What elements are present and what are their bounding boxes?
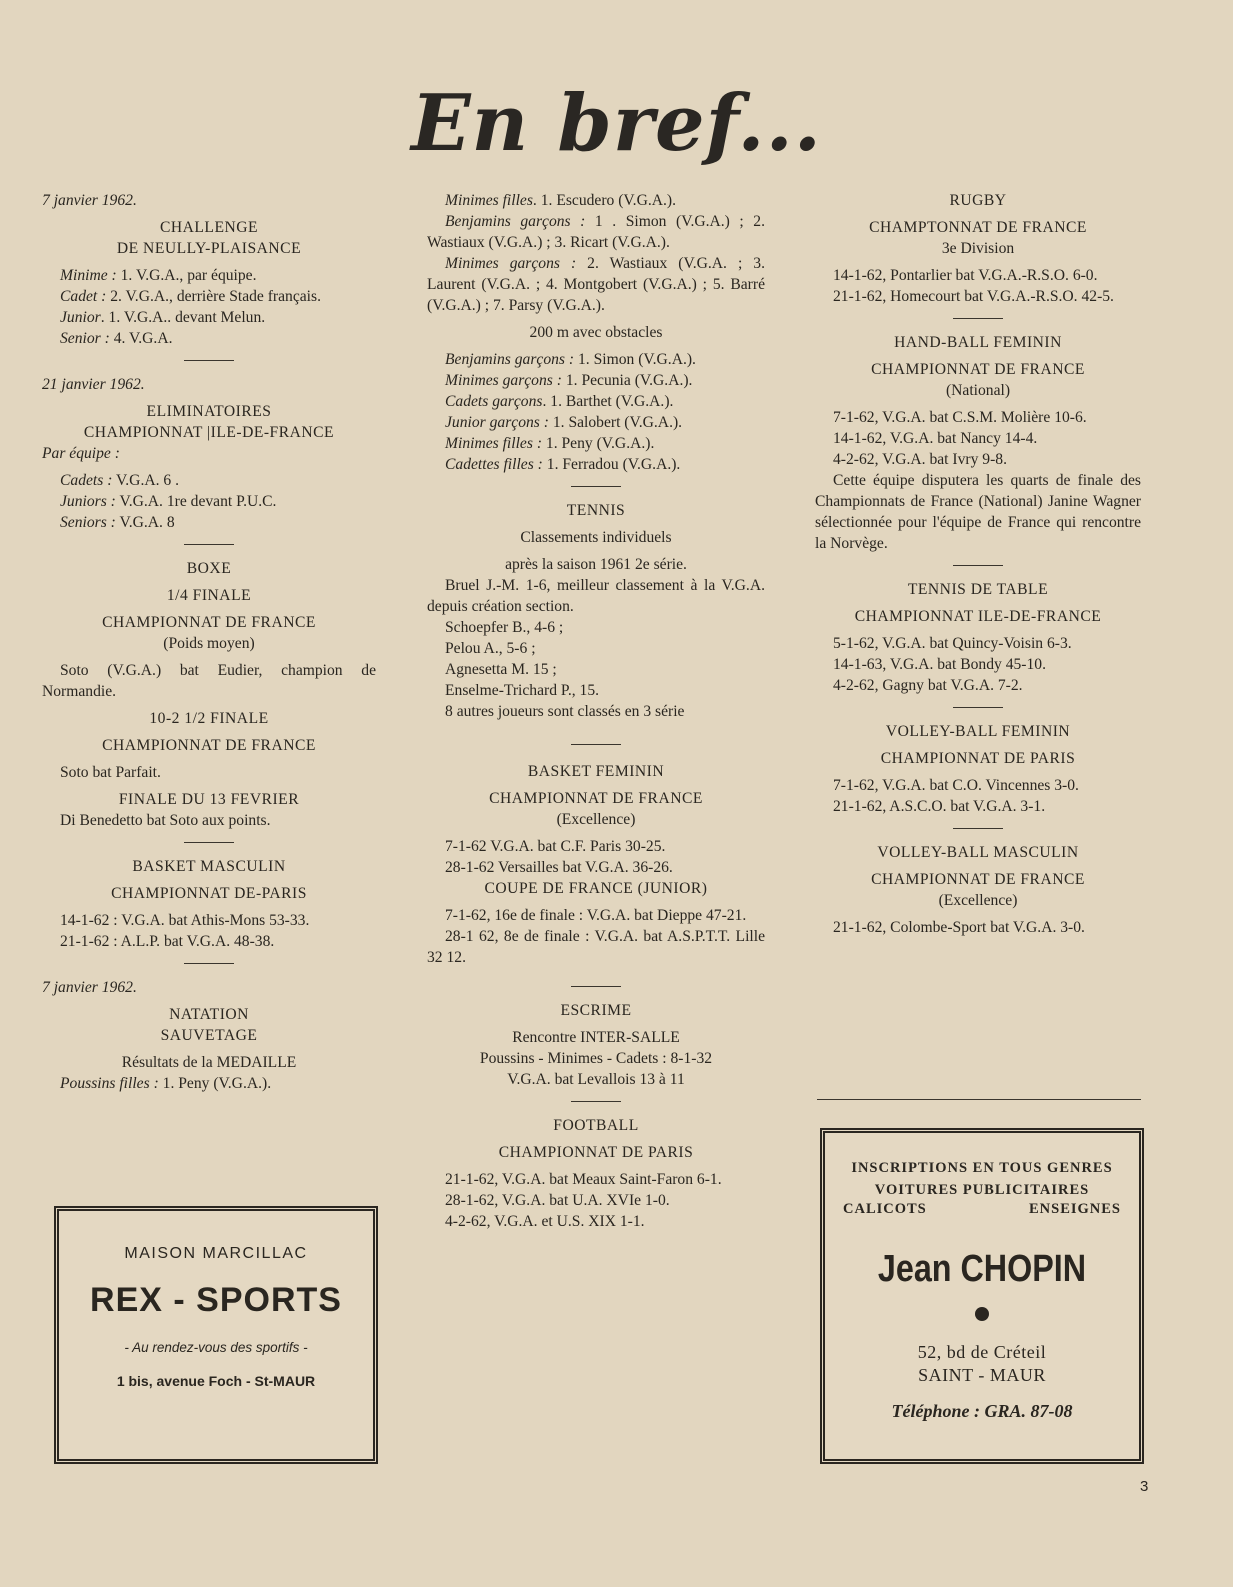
result-paragraph: 8 autres joueurs sont classés en 3 série — [445, 703, 685, 720]
category: Minime : — [60, 267, 117, 284]
result: 2. Wastiaux (V.G.A. ; 3. Laurent (V.G.A. ; 4. Montgobert (V.G.A.) ; 5. Barré (V.G.A.) ; 7. Parsy (V.G.A.). — [427, 255, 765, 314]
result-line — [42, 491, 376, 512]
result-paragraph: Agnesetta M. 15 ; — [445, 661, 557, 678]
sub-heading: V.G.A. bat Levallois 13 à 11 — [507, 1071, 685, 1088]
separator — [571, 744, 621, 745]
heading: CHAMPIONNAT |ILE-DE-FRANCE — [83, 424, 335, 441]
heading: CHAMPIONNAT DE FRANCE — [871, 871, 1085, 888]
heading: CHAMPIONNAT DE FRANCE — [102, 737, 316, 754]
result-line — [42, 265, 376, 286]
result-paragraph: 21-1-62 : A.L.P. bat V.G.A. 48-38. — [60, 933, 275, 950]
heading: TENNIS — [566, 502, 626, 519]
heading: CHAMPIONNAT DE PARIS — [498, 1144, 694, 1161]
advertisement-rex-sports — [54, 1206, 378, 1464]
column-2 — [427, 190, 765, 1232]
result-paragraph: Soto (V.G.A.) bat Eudier, champion de Normandie. — [42, 662, 376, 700]
category: Seniors : — [60, 514, 116, 531]
category: Cadettes filles : — [445, 456, 543, 473]
result-paragraph: Cette équipe disputera les quarts de finale des Championnats de France (National) Janine Wagner sélectionnée pour l'équipe de France qui rencontre la Norvège. — [815, 472, 1141, 552]
heading: CHALLENGE — [159, 219, 259, 236]
heading: 10-2 1/2 FINALE — [149, 710, 269, 727]
result-paragraph: 7-1-62, 16e de finale : V.G.A. bat Dieppe 47-21. — [445, 907, 747, 924]
column-1 — [42, 190, 376, 1094]
heading: BASKET MASCULIN — [132, 858, 286, 875]
ad-address: SAINT - MAUR — [918, 1365, 1046, 1385]
heading: RUGBY — [949, 192, 1007, 209]
heading: FINALE DU 13 FEVRIER — [118, 791, 300, 808]
heading: FOOTBALL — [553, 1117, 639, 1134]
category: Cadet : — [60, 288, 107, 305]
heading: DE NEULLY-PLAISANCE — [116, 240, 302, 257]
separator — [571, 1101, 621, 1102]
result-line — [42, 1073, 376, 1094]
category: Juniors : — [60, 493, 116, 510]
result-paragraph: Di Benedetto bat Soto aux points. — [60, 812, 271, 829]
result-paragraph: 14-1-63, V.G.A. bat Bondy 45-10. — [833, 656, 1046, 673]
heading: SAUVETAGE — [160, 1027, 258, 1044]
result-paragraph: 28-1-62, V.G.A. bat U.A. XVIe 1-0. — [445, 1192, 670, 1209]
separator — [184, 544, 234, 545]
column-rule — [817, 1099, 1141, 1100]
ad-line: INSCRIPTIONS EN TOUS GENRES — [851, 1160, 1113, 1176]
result: . 1. Barthet (V.G.A.). — [542, 393, 674, 410]
result-paragraph: 14-1-62, V.G.A. bat Nancy 14-4. — [833, 430, 1038, 447]
category: Minimes garçons : — [445, 372, 562, 389]
category: Junior — [60, 309, 101, 326]
ad-phone: Téléphone : GRA. 87-08 — [891, 1401, 1073, 1421]
result-paragraph: 4-2-62, V.G.A. et U.S. XIX 1-1. — [445, 1213, 645, 1230]
category: Cadets : — [60, 472, 113, 489]
separator — [571, 986, 621, 987]
sub-heading: 3e Division — [941, 240, 1015, 257]
heading: VOLLEY-BALL FEMININ — [885, 723, 1071, 740]
heading: VOLLEY-BALL MASCULIN — [877, 844, 1079, 861]
result-paragraph: 4-2-62, V.G.A. bat Ivry 9-8. — [833, 451, 1007, 468]
result: 1. V.G.A., par équipe. — [116, 267, 257, 284]
result: V.G.A. 1re devant P.U.C. — [115, 493, 277, 510]
heading: HAND-BALL FEMININ — [894, 334, 1062, 351]
category: Senior : — [60, 330, 110, 347]
category: Poussins filles : — [60, 1075, 159, 1092]
separator — [184, 360, 234, 361]
sub-heading: Classements individuels — [520, 529, 672, 546]
result-paragraph: 28-1-62 Versailles bat V.G.A. 36-26. — [445, 859, 673, 876]
sub-heading: (Excellence) — [938, 892, 1018, 909]
heading: TENNIS DE TABLE — [907, 581, 1049, 598]
result-paragraph: 7-1-62 V.G.A. bat C.F. Paris 30-25. — [445, 838, 666, 855]
result: 1. Ferradou (V.G.A.). — [542, 456, 681, 473]
category: Benjamins garçons : — [445, 213, 586, 230]
heading: BASKET FEMININ — [527, 763, 665, 780]
heading: BOXE — [186, 560, 232, 577]
result-paragraph: Bruel J.-M. 1-6, meilleur classement à la V.G.A. depuis création section. — [427, 577, 765, 615]
heading: NATATION — [169, 1006, 249, 1023]
result-paragraph: 7-1-62, V.G.A. bat C.O. Vincennes 3-0. — [833, 777, 1079, 794]
result: 1 . Simon (V.G.A.) ; 2. Wastiaux (V.G.A.) ; 3. Ricart (V.G.A.). — [427, 213, 765, 251]
result-line — [42, 512, 376, 533]
heading: CHAMPIONNAT DE PARIS — [880, 750, 1076, 767]
result-paragraph: 5-1-62, V.G.A. bat Quincy-Voisin 6-3. — [833, 635, 1072, 652]
result-paragraph: Pelou A., 5-6 ; — [445, 640, 536, 657]
result-line — [42, 286, 376, 307]
result-line — [427, 253, 765, 316]
result-line — [427, 412, 765, 433]
result-paragraph: 7-1-62, V.G.A. bat C.S.M. Molière 10-6. — [833, 409, 1087, 426]
heading: ELIMINATOIRES — [146, 403, 272, 420]
result-line — [42, 307, 376, 328]
separator — [571, 486, 621, 487]
category: Cadets garçons — [445, 393, 543, 410]
result-paragraph: Enselme-Trichard P., 15. — [445, 682, 600, 699]
ad-line: CALICOTS — [843, 1201, 927, 1217]
result: 1. Peny (V.G.A.). — [158, 1075, 272, 1092]
result-line — [427, 190, 765, 211]
sub-heading: (Excellence) — [556, 811, 636, 828]
result-line — [427, 211, 765, 253]
result-line — [427, 370, 765, 391]
separator — [953, 565, 1003, 566]
result: 1. Simon (V.G.A.). — [574, 351, 696, 368]
result-paragraph: 14-1-62, Pontarlier bat V.G.A.-R.S.O. 6-0. — [833, 267, 1098, 284]
result-line — [42, 328, 376, 349]
result: V.G.A. 8 — [115, 514, 175, 531]
result-paragraph: 21-1-62, Colombe-Sport bat V.G.A. 3-0. — [833, 919, 1085, 936]
sub-heading: Résultats de la MEDAILLE — [121, 1054, 297, 1071]
heading: 1/4 FINALE — [166, 587, 252, 604]
heading: ESCRIME — [560, 1002, 632, 1019]
result-paragraph: 21-1-62, Homecourt bat V.G.A.-R.S.O. 42-5. — [833, 288, 1114, 305]
sub-heading: après la saison 1961 2e série. — [505, 556, 687, 573]
separator — [953, 707, 1003, 708]
ad-line: ENSEIGNES — [1028, 1201, 1121, 1217]
result-paragraph: 21-1-62, A.S.C.O. bat V.G.A. 3-1. — [833, 798, 1046, 815]
result-paragraph: Schoepfer B., 4-6 ; — [445, 619, 564, 636]
advertisement-jean-chopin — [820, 1128, 1144, 1464]
page-title: En bref... — [411, 78, 822, 169]
result-line — [427, 454, 765, 475]
result-line — [42, 470, 376, 491]
heading: CHAMPIONNAT DE FRANCE — [871, 361, 1085, 378]
separator — [184, 963, 234, 964]
heading: CHAMPIONNAT DE-PARIS — [111, 885, 307, 902]
sub-heading: Poussins - Minimes - Cadets : 8-1-32 — [479, 1050, 713, 1067]
result-paragraph: 14-1-62 : V.G.A. bat Athis-Mons 53-33. — [60, 912, 310, 929]
result: 1. Peny (V.G.A.). — [542, 435, 655, 452]
date: 7 janvier 1962. — [42, 979, 137, 996]
category: Minimes filles — [445, 192, 533, 209]
heading: CHAMPTONNAT DE FRANCE — [869, 219, 1087, 236]
heading: CHAMPIONNAT DE FRANCE — [102, 614, 316, 631]
result-paragraph: 21-1-62, V.G.A. bat Meaux Saint-Faron 6-1. — [445, 1171, 722, 1188]
result-paragraph: 28-1 62, 8e de finale : V.G.A. bat A.S.P.T.T. Lille 32 12. — [427, 928, 765, 966]
date: 21 janvier 1962. — [42, 376, 145, 393]
result: . 1. Escudero (V.G.A.). — [532, 192, 676, 209]
result: 1. Salobert (V.G.A.). — [548, 414, 683, 431]
bullet-icon — [975, 1307, 989, 1321]
category: Minimes garçons : — [445, 255, 577, 272]
result-line — [427, 349, 765, 370]
ad-address: 52, bd de Créteil — [917, 1342, 1047, 1362]
sub-label: Par équipe : — [42, 445, 120, 462]
ad-address: 1 bis, avenue Foch - St-MAUR — [116, 1373, 316, 1389]
category: Benjamins garçons : — [445, 351, 575, 368]
date: 7 janvier 1962. — [42, 192, 137, 209]
heading: CHAMPIONNAT ILE-DE-FRANCE — [854, 608, 1102, 625]
result-paragraph: 4-2-62, Gagny bat V.G.A. 7-2. — [833, 677, 1023, 694]
ad-brand: Jean CHOPIN — [877, 1248, 1087, 1290]
sub-heading: 200 m avec obstacles — [529, 324, 663, 341]
separator — [953, 318, 1003, 319]
ad-line: VOITURES PUBLICITAIRES — [874, 1182, 1090, 1198]
result: . 1. V.G.A.. devant Melun. — [100, 309, 266, 326]
result: 2. V.G.A., derrière Stade français. — [106, 288, 321, 305]
heading: COUPE DE FRANCE (JUNIOR) — [484, 880, 708, 897]
result: 4. V.G.A. — [109, 330, 173, 347]
result-line — [427, 391, 765, 412]
sub-heading: (National) — [945, 382, 1011, 399]
ad-line: MAISON MARCILLAC — [124, 1245, 308, 1262]
separator — [953, 828, 1003, 829]
ad-brand: REX - SPORTS — [90, 1281, 342, 1319]
category: Minimes filles : — [445, 435, 543, 452]
ad-line: - Au rendez-vous des sportifs - — [124, 1340, 308, 1355]
ad-line-row — [825, 1201, 1139, 1218]
result: V.G.A. 6 . — [112, 472, 179, 489]
separator — [184, 842, 234, 843]
sub-heading: (Poids moyen) — [163, 635, 255, 652]
page-number: 3 — [1140, 1478, 1149, 1495]
sub-heading: Rencontre INTER-SALLE — [512, 1029, 680, 1046]
column-3 — [815, 190, 1141, 938]
result: 1. Pecunia (V.G.A.). — [561, 372, 693, 389]
result-paragraph: Soto bat Parfait. — [60, 764, 161, 781]
category: Junior garçons : — [445, 414, 549, 431]
heading: CHAMPIONNAT DE FRANCE — [489, 790, 703, 807]
result-line — [427, 433, 765, 454]
